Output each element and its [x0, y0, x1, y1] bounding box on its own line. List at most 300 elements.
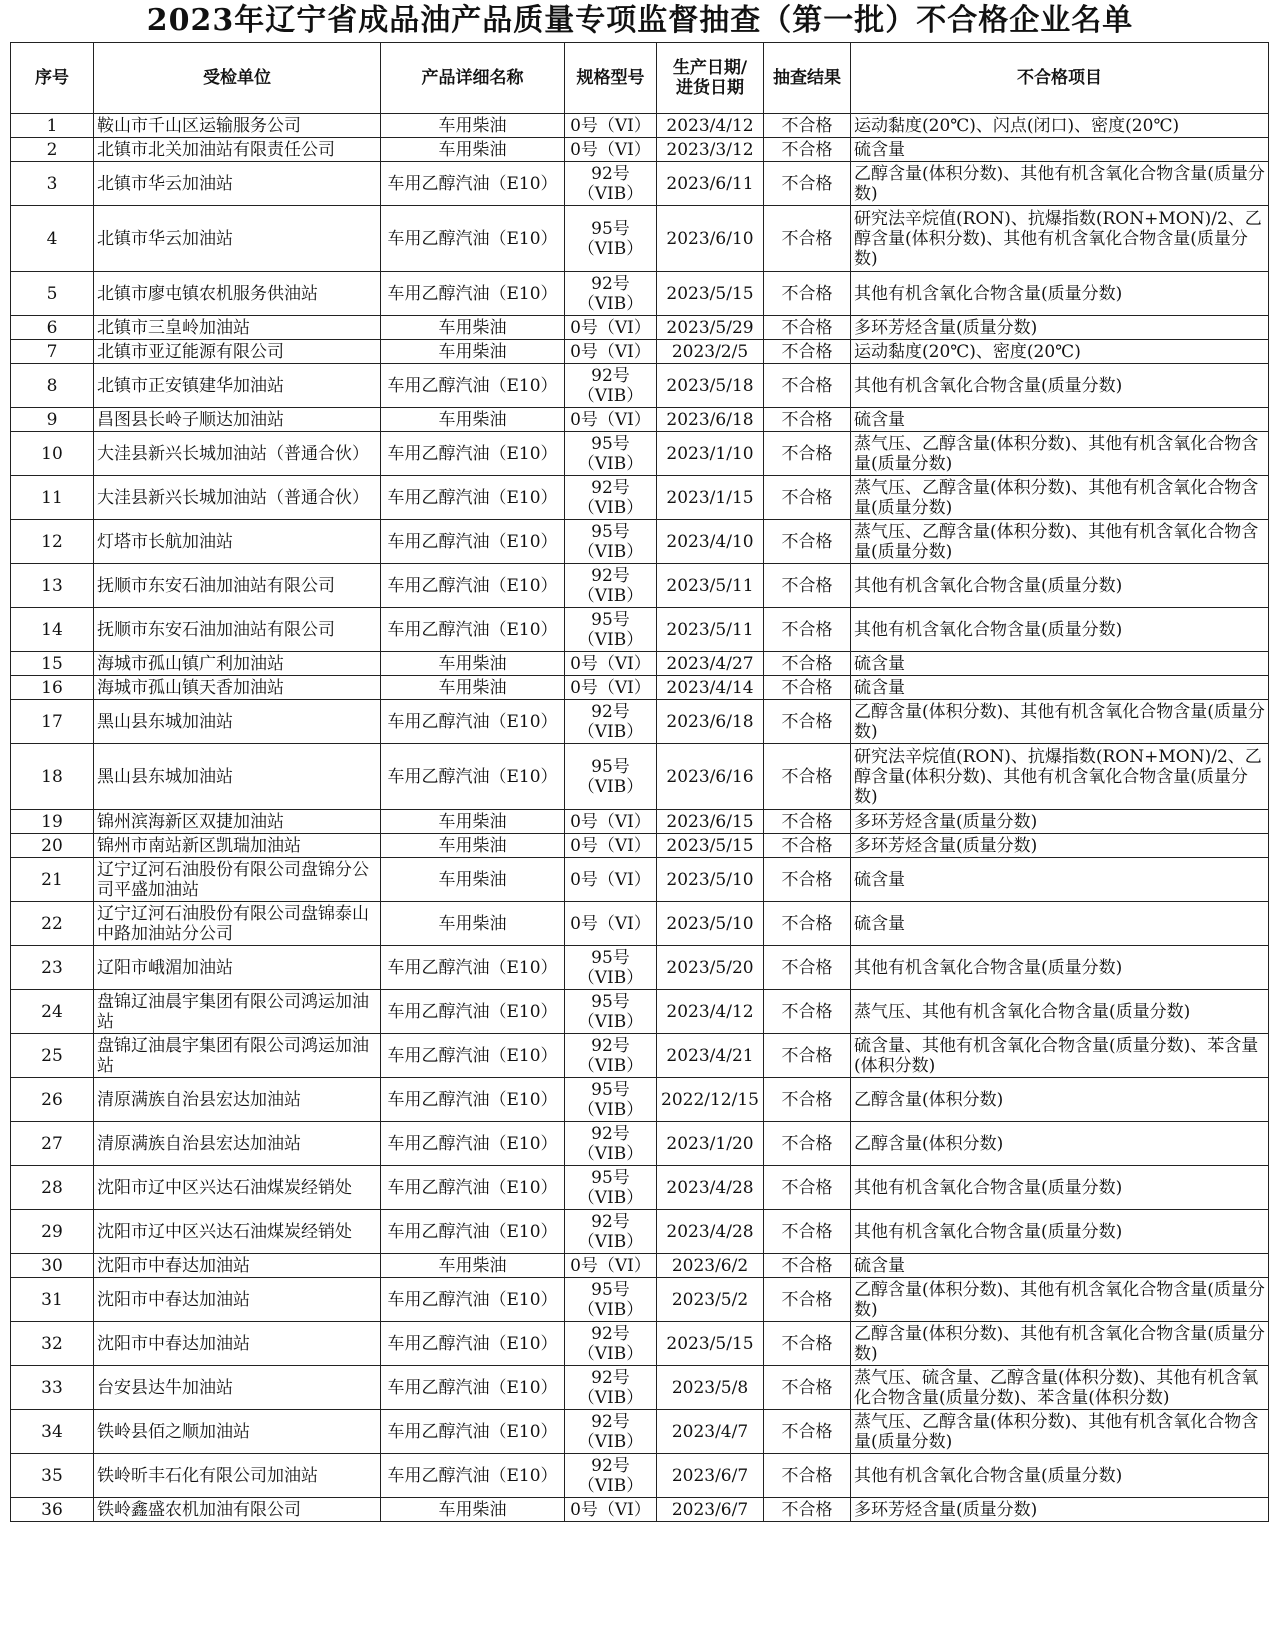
cell-no: 25 [11, 1034, 94, 1078]
table-row [11, 564, 1269, 608]
cell-date: 2023/4/12 [657, 114, 764, 138]
cell-result: 不合格 [764, 700, 851, 744]
cell-unit: 清原满族自治县宏达加油站 [94, 1078, 381, 1122]
cell-no: 19 [11, 810, 94, 834]
cell-result: 不合格 [764, 1454, 851, 1498]
table-row [11, 206, 1269, 272]
table-row [11, 1410, 1269, 1454]
cell-items: 多环芳烃含量(质量分数) [851, 810, 1269, 834]
cell-no: 4 [11, 206, 94, 272]
cell-items: 多环芳烃含量(质量分数) [851, 1498, 1269, 1522]
cell-spec: 95号（VIB） [565, 990, 657, 1034]
noncompliance-table [10, 42, 1269, 1522]
cell-result: 不合格 [764, 1034, 851, 1078]
cell-unit: 昌图县长岭子顺达加油站 [94, 408, 381, 432]
table-row [11, 946, 1269, 990]
cell-spec: 95号（VIB） [565, 608, 657, 652]
cell-product: 车用乙醇汽油（E10） [381, 1366, 565, 1410]
cell-spec: 95号（VIB） [565, 946, 657, 990]
cell-date: 2023/6/10 [657, 206, 764, 272]
cell-spec: 0号（VI） [565, 810, 657, 834]
cell-no: 24 [11, 990, 94, 1034]
cell-spec: 92号（VIB） [565, 272, 657, 316]
cell-date: 2023/4/12 [657, 990, 764, 1034]
cell-unit: 北镇市三皇岭加油站 [94, 316, 381, 340]
cell-spec: 95号（VIB） [565, 520, 657, 564]
table-row [11, 1498, 1269, 1522]
cell-unit: 沈阳市辽中区兴达石油煤炭经销处 [94, 1210, 381, 1254]
col-header-product: 产品详细名称 [381, 43, 565, 114]
cell-no: 20 [11, 834, 94, 858]
cell-product: 车用柴油 [381, 858, 565, 902]
cell-date: 2023/5/11 [657, 564, 764, 608]
cell-result: 不合格 [764, 676, 851, 700]
cell-items: 硫含量 [851, 902, 1269, 946]
cell-items: 运动黏度(20℃)、闪点(闭口)、密度(20℃) [851, 114, 1269, 138]
cell-date: 2023/4/14 [657, 676, 764, 700]
table-row [11, 608, 1269, 652]
cell-result: 不合格 [764, 272, 851, 316]
cell-no: 10 [11, 432, 94, 476]
table-row [11, 858, 1269, 902]
cell-result: 不合格 [764, 206, 851, 272]
cell-items: 蒸气压、其他有机含氧化合物含量(质量分数) [851, 990, 1269, 1034]
cell-spec: 0号（VI） [565, 1498, 657, 1522]
cell-unit: 北镇市华云加油站 [94, 206, 381, 272]
cell-date: 2023/5/15 [657, 834, 764, 858]
cell-result: 不合格 [764, 1366, 851, 1410]
table-row [11, 834, 1269, 858]
cell-items: 硫含量 [851, 858, 1269, 902]
cell-result: 不合格 [764, 990, 851, 1034]
cell-product: 车用柴油 [381, 810, 565, 834]
cell-unit: 北镇市北关加油站有限责任公司 [94, 138, 381, 162]
cell-date: 2023/6/7 [657, 1498, 764, 1522]
cell-result: 不合格 [764, 520, 851, 564]
cell-date: 2023/4/28 [657, 1166, 764, 1210]
table-row [11, 1166, 1269, 1210]
table-row [11, 316, 1269, 340]
cell-no: 9 [11, 408, 94, 432]
cell-result: 不合格 [764, 1254, 851, 1278]
cell-items: 乙醇含量(体积分数)、其他有机含氧化合物含量(质量分数) [851, 1278, 1269, 1322]
cell-unit: 锦州滨海新区双捷加油站 [94, 810, 381, 834]
cell-result: 不合格 [764, 1122, 851, 1166]
table-row [11, 408, 1269, 432]
cell-unit: 铁岭昕丰石化有限公司加油站 [94, 1454, 381, 1498]
cell-items: 其他有机含氧化合物含量(质量分数) [851, 1166, 1269, 1210]
table-row [11, 1366, 1269, 1410]
cell-product: 车用柴油 [381, 1498, 565, 1522]
cell-product: 车用柴油 [381, 1254, 565, 1278]
cell-spec: 0号（VI） [565, 408, 657, 432]
cell-result: 不合格 [764, 1498, 851, 1522]
cell-result: 不合格 [764, 316, 851, 340]
cell-product: 车用乙醇汽油（E10） [381, 1210, 565, 1254]
table-body [11, 114, 1269, 1522]
cell-spec: 0号（VI） [565, 676, 657, 700]
cell-result: 不合格 [764, 1322, 851, 1366]
cell-no: 13 [11, 564, 94, 608]
cell-items: 蒸气压、乙醇含量(体积分数)、其他有机含氧化合物含量(质量分数) [851, 476, 1269, 520]
table-row [11, 902, 1269, 946]
cell-result: 不合格 [764, 476, 851, 520]
cell-no: 17 [11, 700, 94, 744]
cell-date: 2023/4/10 [657, 520, 764, 564]
cell-unit: 沈阳市辽中区兴达石油煤炭经销处 [94, 1166, 381, 1210]
cell-no: 6 [11, 316, 94, 340]
cell-no: 14 [11, 608, 94, 652]
cell-result: 不合格 [764, 138, 851, 162]
cell-result: 不合格 [764, 858, 851, 902]
cell-unit: 盘锦辽油晨宇集团有限公司鸿运加油站 [94, 1034, 381, 1078]
cell-items: 硫含量 [851, 676, 1269, 700]
cell-items: 研究法辛烷值(RON)、抗爆指数(RON+MON)/2、乙醇含量(体积分数)、其他有机含氧化合物含量(质量分数) [851, 206, 1269, 272]
cell-product: 车用乙醇汽油（E10） [381, 162, 565, 206]
cell-spec: 92号（VIB） [565, 1410, 657, 1454]
cell-date: 2023/2/5 [657, 340, 764, 364]
cell-no: 35 [11, 1454, 94, 1498]
cell-date: 2023/5/18 [657, 364, 764, 408]
cell-product: 车用乙醇汽油（E10） [381, 700, 565, 744]
cell-unit: 辽宁辽河石油股份有限公司盘锦泰山中路加油站分公司 [94, 902, 381, 946]
cell-result: 不合格 [764, 364, 851, 408]
table-row [11, 1210, 1269, 1254]
cell-no: 26 [11, 1078, 94, 1122]
col-header-items: 不合格项目 [851, 43, 1269, 114]
table-row [11, 162, 1269, 206]
cell-items: 乙醇含量(体积分数)、其他有机含氧化合物含量(质量分数) [851, 162, 1269, 206]
cell-unit: 清原满族自治县宏达加油站 [94, 1122, 381, 1166]
page-title: 2023年辽宁省成品油产品质量专项监督抽查（第一批）不合格企业名单 [146, 3, 1134, 38]
cell-product: 车用柴油 [381, 340, 565, 364]
cell-date: 2023/5/10 [657, 902, 764, 946]
cell-items: 蒸气压、硫含量、乙醇含量(体积分数)、其他有机含氧化合物含量(质量分数)、苯含量(体积分数) [851, 1366, 1269, 1410]
cell-items: 乙醇含量(体积分数) [851, 1078, 1269, 1122]
cell-no: 11 [11, 476, 94, 520]
cell-no: 32 [11, 1322, 94, 1366]
cell-date: 2023/3/12 [657, 138, 764, 162]
cell-product: 车用柴油 [381, 676, 565, 700]
cell-product: 车用柴油 [381, 138, 565, 162]
cell-spec: 92号（VIB） [565, 1366, 657, 1410]
cell-unit: 辽宁辽河石油股份有限公司盘锦分公司平盛加油站 [94, 858, 381, 902]
cell-product: 车用乙醇汽油（E10） [381, 1122, 565, 1166]
cell-product: 车用乙醇汽油（E10） [381, 476, 565, 520]
cell-spec: 92号（VIB） [565, 1322, 657, 1366]
cell-product: 车用乙醇汽油（E10） [381, 1078, 565, 1122]
cell-items: 硫含量、其他有机含氧化合物含量(质量分数)、苯含量(体积分数) [851, 1034, 1269, 1078]
cell-spec: 92号（VIB） [565, 162, 657, 206]
cell-product: 车用乙醇汽油（E10） [381, 432, 565, 476]
cell-unit: 黑山县东城加油站 [94, 700, 381, 744]
col-header-unit: 受检单位 [94, 43, 381, 114]
cell-unit: 海城市孤山镇天香加油站 [94, 676, 381, 700]
cell-product: 车用乙醇汽油（E10） [381, 744, 565, 810]
cell-no: 12 [11, 520, 94, 564]
cell-result: 不合格 [764, 408, 851, 432]
cell-date: 2023/6/11 [657, 162, 764, 206]
table-row [11, 700, 1269, 744]
cell-unit: 铁岭鑫盛农机加油有限公司 [94, 1498, 381, 1522]
table-row [11, 990, 1269, 1034]
header-row [11, 43, 1269, 114]
cell-unit: 黑山县东城加油站 [94, 744, 381, 810]
cell-result: 不合格 [764, 114, 851, 138]
cell-spec: 92号（VIB） [565, 1454, 657, 1498]
cell-date: 2023/6/16 [657, 744, 764, 810]
cell-items: 乙醇含量(体积分数)、其他有机含氧化合物含量(质量分数) [851, 700, 1269, 744]
cell-no: 36 [11, 1498, 94, 1522]
cell-no: 31 [11, 1278, 94, 1322]
cell-result: 不合格 [764, 1166, 851, 1210]
cell-items: 其他有机含氧化合物含量(质量分数) [851, 272, 1269, 316]
cell-date: 2022/12/15 [657, 1078, 764, 1122]
table-row [11, 114, 1269, 138]
cell-product: 车用乙醇汽油（E10） [381, 364, 565, 408]
cell-date: 2023/5/15 [657, 272, 764, 316]
table-row [11, 1322, 1269, 1366]
cell-spec: 0号（VI） [565, 114, 657, 138]
col-header-date-line2: 进货日期 [676, 78, 744, 98]
cell-no: 15 [11, 652, 94, 676]
cell-result: 不合格 [764, 162, 851, 206]
table-row [11, 1254, 1269, 1278]
cell-product: 车用柴油 [381, 408, 565, 432]
table-row [11, 1278, 1269, 1322]
cell-items: 其他有机含氧化合物含量(质量分数) [851, 364, 1269, 408]
cell-items: 运动黏度(20℃)、密度(20℃) [851, 340, 1269, 364]
cell-spec: 0号（VI） [565, 1254, 657, 1278]
cell-product: 车用乙醇汽油（E10） [381, 1166, 565, 1210]
cell-date: 2023/4/21 [657, 1034, 764, 1078]
cell-unit: 北镇市华云加油站 [94, 162, 381, 206]
cell-spec: 95号（VIB） [565, 1278, 657, 1322]
cell-unit: 沈阳市中春达加油站 [94, 1254, 381, 1278]
cell-spec: 92号（VIB） [565, 1210, 657, 1254]
cell-result: 不合格 [764, 652, 851, 676]
table-row [11, 652, 1269, 676]
cell-no: 1 [11, 114, 94, 138]
cell-unit: 北镇市亚辽能源有限公司 [94, 340, 381, 364]
cell-items: 多环芳烃含量(质量分数) [851, 834, 1269, 858]
cell-result: 不合格 [764, 1410, 851, 1454]
cell-no: 22 [11, 902, 94, 946]
cell-spec: 0号（VI） [565, 340, 657, 364]
cell-date: 2023/5/15 [657, 1322, 764, 1366]
cell-date: 2023/1/20 [657, 1122, 764, 1166]
cell-result: 不合格 [764, 340, 851, 364]
cell-unit: 大洼县新兴长城加油站（普通合伙） [94, 432, 381, 476]
cell-items: 硫含量 [851, 138, 1269, 162]
cell-product: 车用乙醇汽油（E10） [381, 272, 565, 316]
cell-unit: 抚顺市东安石油加油站有限公司 [94, 608, 381, 652]
cell-items: 乙醇含量(体积分数) [851, 1122, 1269, 1166]
cell-result: 不合格 [764, 1210, 851, 1254]
cell-result: 不合格 [764, 608, 851, 652]
col-header-date-line1: 生产日期/ [672, 58, 748, 78]
cell-unit: 锦州市南站新区凯瑞加油站 [94, 834, 381, 858]
cell-spec: 92号（VIB） [565, 476, 657, 520]
cell-date: 2023/5/11 [657, 608, 764, 652]
cell-unit: 北镇市正安镇建华加油站 [94, 364, 381, 408]
cell-spec: 92号（VIB） [565, 1122, 657, 1166]
cell-date: 2023/6/18 [657, 408, 764, 432]
cell-date: 2023/6/7 [657, 1454, 764, 1498]
table-row [11, 272, 1269, 316]
cell-product: 车用乙醇汽油（E10） [381, 990, 565, 1034]
cell-items: 研究法辛烷值(RON)、抗爆指数(RON+MON)/2、乙醇含量(体积分数)、其他有机含氧化合物含量(质量分数) [851, 744, 1269, 810]
cell-date: 2023/5/8 [657, 1366, 764, 1410]
table-row [11, 364, 1269, 408]
cell-spec: 95号（VIB） [565, 432, 657, 476]
cell-no: 3 [11, 162, 94, 206]
col-header-result: 抽查结果 [764, 43, 851, 114]
cell-date: 2023/5/20 [657, 946, 764, 990]
cell-date: 2023/6/18 [657, 700, 764, 744]
cell-spec: 0号（VI） [565, 902, 657, 946]
cell-spec: 0号（VI） [565, 138, 657, 162]
cell-items: 蒸气压、乙醇含量(体积分数)、其他有机含氧化合物含量(质量分数) [851, 432, 1269, 476]
cell-unit: 台安县达牛加油站 [94, 1366, 381, 1410]
cell-date: 2023/4/7 [657, 1410, 764, 1454]
cell-unit: 盘锦辽油晨宇集团有限公司鸿运加油站 [94, 990, 381, 1034]
cell-spec: 92号（VIB） [565, 700, 657, 744]
cell-no: 8 [11, 364, 94, 408]
cell-no: 2 [11, 138, 94, 162]
cell-items: 其他有机含氧化合物含量(质量分数) [851, 1210, 1269, 1254]
cell-product: 车用乙醇汽油（E10） [381, 1034, 565, 1078]
table-row [11, 676, 1269, 700]
table-row [11, 432, 1269, 476]
cell-result: 不合格 [764, 834, 851, 858]
cell-spec: 0号（VI） [565, 652, 657, 676]
cell-product: 车用乙醇汽油（E10） [381, 206, 565, 272]
cell-no: 34 [11, 1410, 94, 1454]
cell-items: 其他有机含氧化合物含量(质量分数) [851, 608, 1269, 652]
cell-items: 乙醇含量(体积分数)、其他有机含氧化合物含量(质量分数) [851, 1322, 1269, 1366]
cell-result: 不合格 [764, 1278, 851, 1322]
cell-product: 车用乙醇汽油（E10） [381, 1410, 565, 1454]
cell-items: 其他有机含氧化合物含量(质量分数) [851, 564, 1269, 608]
cell-result: 不合格 [764, 902, 851, 946]
table-row [11, 520, 1269, 564]
cell-items: 硫含量 [851, 1254, 1269, 1278]
cell-unit: 沈阳市中春达加油站 [94, 1322, 381, 1366]
table-row [11, 340, 1269, 364]
cell-result: 不合格 [764, 564, 851, 608]
cell-no: 7 [11, 340, 94, 364]
cell-date: 2023/1/10 [657, 432, 764, 476]
cell-unit: 大洼县新兴长城加油站（普通合伙） [94, 476, 381, 520]
cell-date: 2023/1/15 [657, 476, 764, 520]
cell-result: 不合格 [764, 432, 851, 476]
cell-product: 车用柴油 [381, 652, 565, 676]
col-header-spec: 规格型号 [565, 43, 657, 114]
cell-items: 其他有机含氧化合物含量(质量分数) [851, 946, 1269, 990]
cell-spec: 92号（VIB） [565, 1034, 657, 1078]
cell-date: 2023/5/2 [657, 1278, 764, 1322]
cell-no: 18 [11, 744, 94, 810]
table-row [11, 1454, 1269, 1498]
cell-spec: 92号（VIB） [565, 364, 657, 408]
cell-product: 车用乙醇汽油（E10） [381, 1454, 565, 1498]
cell-unit: 铁岭县佰之顺加油站 [94, 1410, 381, 1454]
cell-product: 车用乙醇汽油（E10） [381, 564, 565, 608]
cell-no: 27 [11, 1122, 94, 1166]
cell-date: 2023/4/28 [657, 1210, 764, 1254]
table-row [11, 476, 1269, 520]
table-row [11, 1034, 1269, 1078]
cell-spec: 95号（VIB） [565, 1166, 657, 1210]
cell-no: 23 [11, 946, 94, 990]
cell-unit: 抚顺市东安石油加油站有限公司 [94, 564, 381, 608]
cell-product: 车用柴油 [381, 114, 565, 138]
cell-items: 蒸气压、乙醇含量(体积分数)、其他有机含氧化合物含量(质量分数) [851, 520, 1269, 564]
cell-date: 2023/6/2 [657, 1254, 764, 1278]
cell-product: 车用乙醇汽油（E10） [381, 946, 565, 990]
cell-no: 5 [11, 272, 94, 316]
cell-product: 车用柴油 [381, 316, 565, 340]
cell-spec: 0号（VI） [565, 858, 657, 902]
cell-date: 2023/5/29 [657, 316, 764, 340]
cell-items: 硫含量 [851, 652, 1269, 676]
cell-no: 16 [11, 676, 94, 700]
table-row [11, 744, 1269, 810]
cell-date: 2023/5/10 [657, 858, 764, 902]
cell-result: 不合格 [764, 810, 851, 834]
cell-product: 车用柴油 [381, 902, 565, 946]
cell-no: 21 [11, 858, 94, 902]
cell-product: 车用乙醇汽油（E10） [381, 608, 565, 652]
cell-no: 30 [11, 1254, 94, 1278]
cell-product: 车用乙醇汽油（E10） [381, 1322, 565, 1366]
cell-product: 车用乙醇汽油（E10） [381, 1278, 565, 1322]
col-header-date [657, 43, 764, 114]
cell-unit: 北镇市廖屯镇农机服务供油站 [94, 272, 381, 316]
cell-spec: 95号（VIB） [565, 206, 657, 272]
cell-result: 不合格 [764, 946, 851, 990]
cell-items: 其他有机含氧化合物含量(质量分数) [851, 1454, 1269, 1498]
cell-result: 不合格 [764, 744, 851, 810]
cell-spec: 0号（VI） [565, 834, 657, 858]
cell-product: 车用乙醇汽油（E10） [381, 520, 565, 564]
cell-items: 多环芳烃含量(质量分数) [851, 316, 1269, 340]
cell-no: 33 [11, 1366, 94, 1410]
cell-unit: 沈阳市中春达加油站 [94, 1278, 381, 1322]
table-row [11, 1122, 1269, 1166]
cell-unit: 辽阳市峨湄加油站 [94, 946, 381, 990]
cell-unit: 灯塔市长航加油站 [94, 520, 381, 564]
cell-spec: 95号（VIB） [565, 1078, 657, 1122]
cell-date: 2023/4/27 [657, 652, 764, 676]
table-row [11, 1078, 1269, 1122]
cell-no: 29 [11, 1210, 94, 1254]
cell-no: 28 [11, 1166, 94, 1210]
table-row [11, 138, 1269, 162]
cell-spec: 92号（VIB） [565, 564, 657, 608]
cell-items: 硫含量 [851, 408, 1269, 432]
cell-spec: 0号（VI） [565, 316, 657, 340]
cell-product: 车用柴油 [381, 834, 565, 858]
cell-spec: 95号（VIB） [565, 744, 657, 810]
col-header-no: 序号 [11, 43, 94, 114]
cell-unit: 鞍山市千山区运输服务公司 [94, 114, 381, 138]
cell-items: 蒸气压、乙醇含量(体积分数)、其他有机含氧化合物含量(质量分数) [851, 1410, 1269, 1454]
cell-result: 不合格 [764, 1078, 851, 1122]
table-row [11, 810, 1269, 834]
cell-unit: 海城市孤山镇广利加油站 [94, 652, 381, 676]
